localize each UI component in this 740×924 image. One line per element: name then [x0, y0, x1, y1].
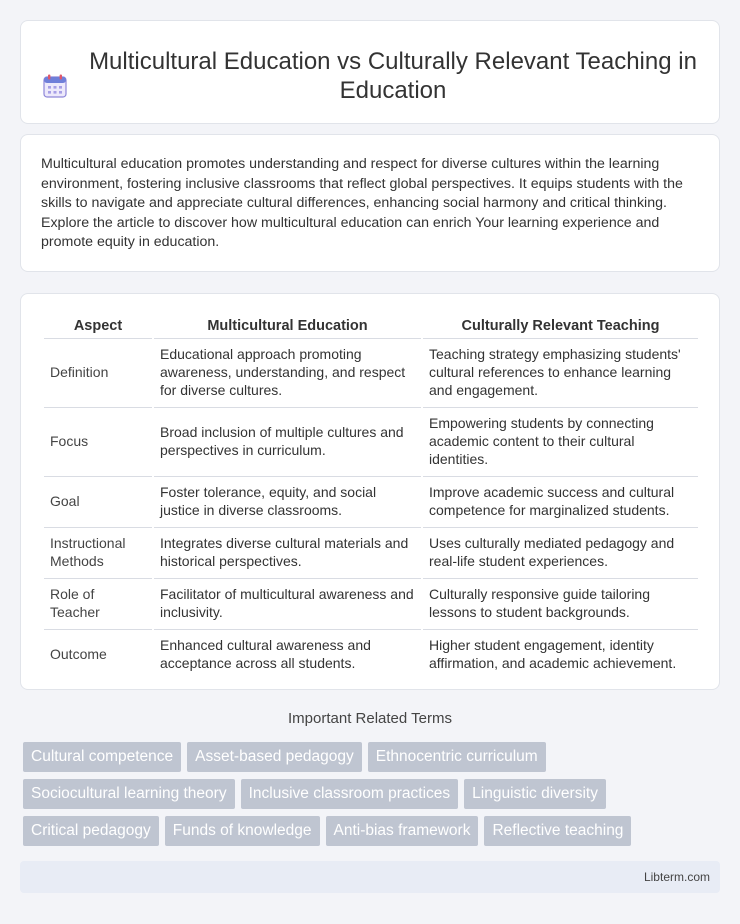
cell-multicultural: Educational approach promoting awareness, understanding, and respect for diverse cultures. [154, 338, 421, 405]
cell-aspect: Outcome [44, 629, 152, 678]
cell-aspect: Role of Teacher [44, 578, 152, 627]
cell-culturally-relevant: Empowering students by connecting academic content to their cultural identities. [423, 407, 698, 474]
cell-culturally-relevant: Uses culturally mediated pedagogy and real-life student experiences. [423, 527, 698, 576]
related-term-tag[interactable]: Ethnocentric curriculum [368, 742, 546, 772]
cell-culturally-relevant: Higher student engagement, identity affirmation, and academic achievement. [423, 629, 698, 678]
tag-row [23, 779, 723, 809]
cell-aspect: Goal [44, 476, 152, 525]
comparison-table [42, 314, 700, 680]
page-title: Multicultural Education vs Culturally Relevant Teaching in Education [89, 48, 697, 104]
cell-aspect: Instructional Methods [44, 527, 152, 576]
cell-aspect: Definition [44, 338, 152, 405]
table-row [44, 527, 698, 576]
related-term-tag[interactable]: Cultural competence [23, 742, 181, 772]
table-row [44, 629, 698, 678]
comparison-table-card [20, 293, 720, 690]
table-row [44, 578, 698, 627]
cell-culturally-relevant: Improve academic success and cultural competence for marginalized students. [423, 476, 698, 525]
header-card [20, 20, 720, 124]
related-term-tag[interactable]: Anti-bias framework [326, 816, 479, 846]
header-culturally-relevant-teaching: Culturally Relevant Teaching [461, 318, 660, 334]
footer-site-link[interactable]: Libterm.com [643, 870, 710, 884]
related-term-tag[interactable]: Asset-based pedagogy [187, 742, 362, 772]
related-term-tag[interactable]: Sociocultural learning theory [23, 779, 235, 809]
table-row [44, 338, 698, 405]
cell-multicultural: Facilitator of multicultural awareness and inclusivity. [154, 578, 421, 627]
table-header-row [44, 316, 698, 336]
cell-multicultural: Foster tolerance, equity, and social justice in diverse classrooms. [154, 476, 421, 525]
related-term-tag[interactable]: Linguistic diversity [464, 779, 606, 809]
tag-row [23, 816, 723, 846]
tag-row [23, 742, 723, 772]
related-term-tag[interactable]: Critical pedagogy [23, 816, 159, 846]
related-terms-heading: Important Related Terms [288, 710, 452, 727]
related-term-tag[interactable]: Reflective teaching [484, 816, 631, 846]
related-term-tag[interactable]: Funds of knowledge [165, 816, 320, 846]
cell-aspect: Focus [44, 407, 152, 474]
calendar-icon [42, 73, 68, 99]
table-row [44, 476, 698, 525]
intro-paragraph: Multicultural education promotes understanding and respect for diverse cultures within the learning environment, fostering inclusive classrooms that reflect global perspectives. It equips students with the skills to navigate and appreciate cultural differences, enhancing social harmony and critical thinking. Explore the article to discover how multicultural education can enrich Your learning experience and promote equity in education. [41, 156, 683, 251]
cell-culturally-relevant: Teaching strategy emphasizing students' cultural references to enhance learning and engagement. [423, 338, 698, 405]
cell-multicultural: Integrates diverse cultural materials and historical perspectives. [154, 527, 421, 576]
cell-multicultural: Broad inclusion of multiple cultures and perspectives in curriculum. [154, 407, 421, 474]
table-row [44, 407, 698, 474]
header-multicultural-education: Multicultural Education [207, 318, 368, 334]
related-term-tag[interactable]: Inclusive classroom practices [241, 779, 459, 809]
intro-card [20, 134, 720, 272]
cell-culturally-relevant: Culturally responsive guide tailoring lessons to student backgrounds. [423, 578, 698, 627]
footer [20, 861, 720, 893]
cell-multicultural: Enhanced cultural awareness and acceptance across all students. [154, 629, 421, 678]
related-terms-list [23, 742, 723, 853]
header-aspect: Aspect [73, 318, 123, 334]
